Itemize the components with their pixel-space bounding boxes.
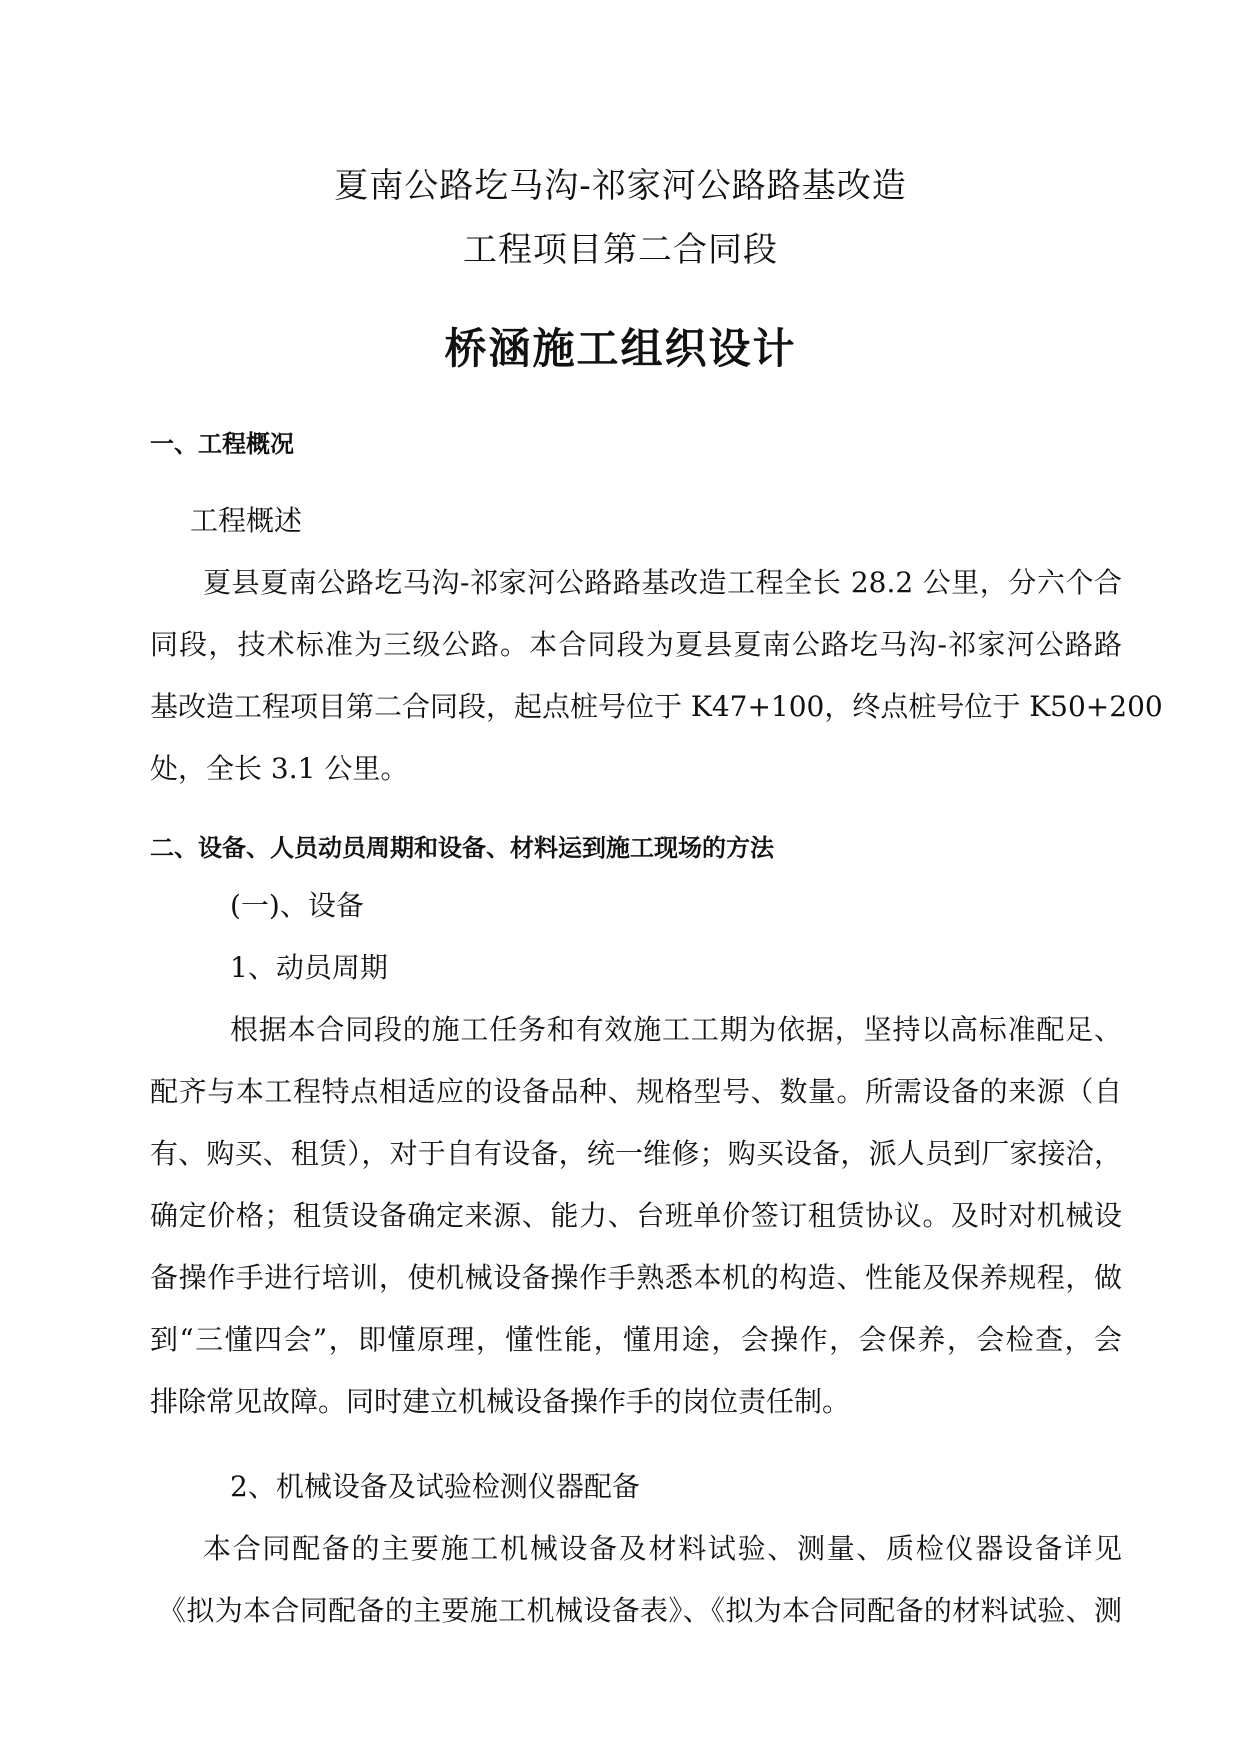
section-1-heading: 一、工程概况 (150, 430, 294, 458)
paragraph-line: 有、购买、租赁），对于自有设备，统一维修；购买设备，派人员到厂家接洽， (150, 1137, 1122, 1170)
paragraph-line: 备操作手进行培训，使机械设备操作手熟悉本机的构造、性能及保养规程，做 (150, 1261, 1122, 1294)
paragraph-line: 确定价格；租赁设备确定来源、能力、台班单价签订租赁协议。及时对机械设 (150, 1199, 1122, 1232)
paragraph-line: 处，全长 3.1 公里。 (150, 752, 409, 785)
subsection-equipment: (一)、设备 (230, 889, 364, 922)
subsection-mobilization-period: 1、动员周期 (230, 951, 388, 984)
paragraph-line: 夏县夏南公路圪马沟-祁家河公路路基改造工程全长 28.2 公里，分六个合 (203, 566, 1122, 599)
subsection-equipment-allocation: 2、机械设备及试验检测仪器配备 (230, 1470, 640, 1503)
section-2-heading: 二、设备、人员动员周期和设备、材料运到施工现场的方法 (150, 834, 774, 862)
project-title-line-2: 工程项目第二合同段 (463, 230, 778, 270)
paragraph-line: 本合同配备的主要施工机械设备及材料试验、测量、质检仪器设备详见 (203, 1532, 1122, 1565)
section-1-subheading: 工程概述 (190, 504, 303, 537)
paragraph-line: 配齐与本工程特点相适应的设备品种、规格型号、数量。所需设备的来源（自 (150, 1075, 1122, 1108)
paragraph-line: 同段，技术标准为三级公路。本合同段为夏县夏南公路圪马沟-祁家河公路路 (150, 628, 1122, 661)
main-title: 桥涵施工组织设计 (444, 324, 797, 373)
paragraph-line: 排除常见故障。同时建立机械设备操作手的岗位责任制。 (150, 1385, 851, 1418)
paragraph-line: 到“三懂四会”，即懂原理，懂性能，懂用途，会操作，会保养，会检查，会 (150, 1323, 1122, 1356)
paragraph-line: 《拟为本合同配备的主要施工机械设备表》、《拟为本合同配备的材料试验、测 (158, 1594, 1122, 1627)
paragraph-line: 根据本合同段的施工任务和有效施工工期为依据，坚持以高标准配足、 (230, 1013, 1122, 1046)
paragraph-line: 基改造工程项目第二合同段，起点桩号位于 K47+100，终点桩号位于 K50+200 (150, 690, 1163, 723)
project-title-line-1: 夏南公路圪马沟-祁家河公路路基改造 (334, 166, 907, 206)
